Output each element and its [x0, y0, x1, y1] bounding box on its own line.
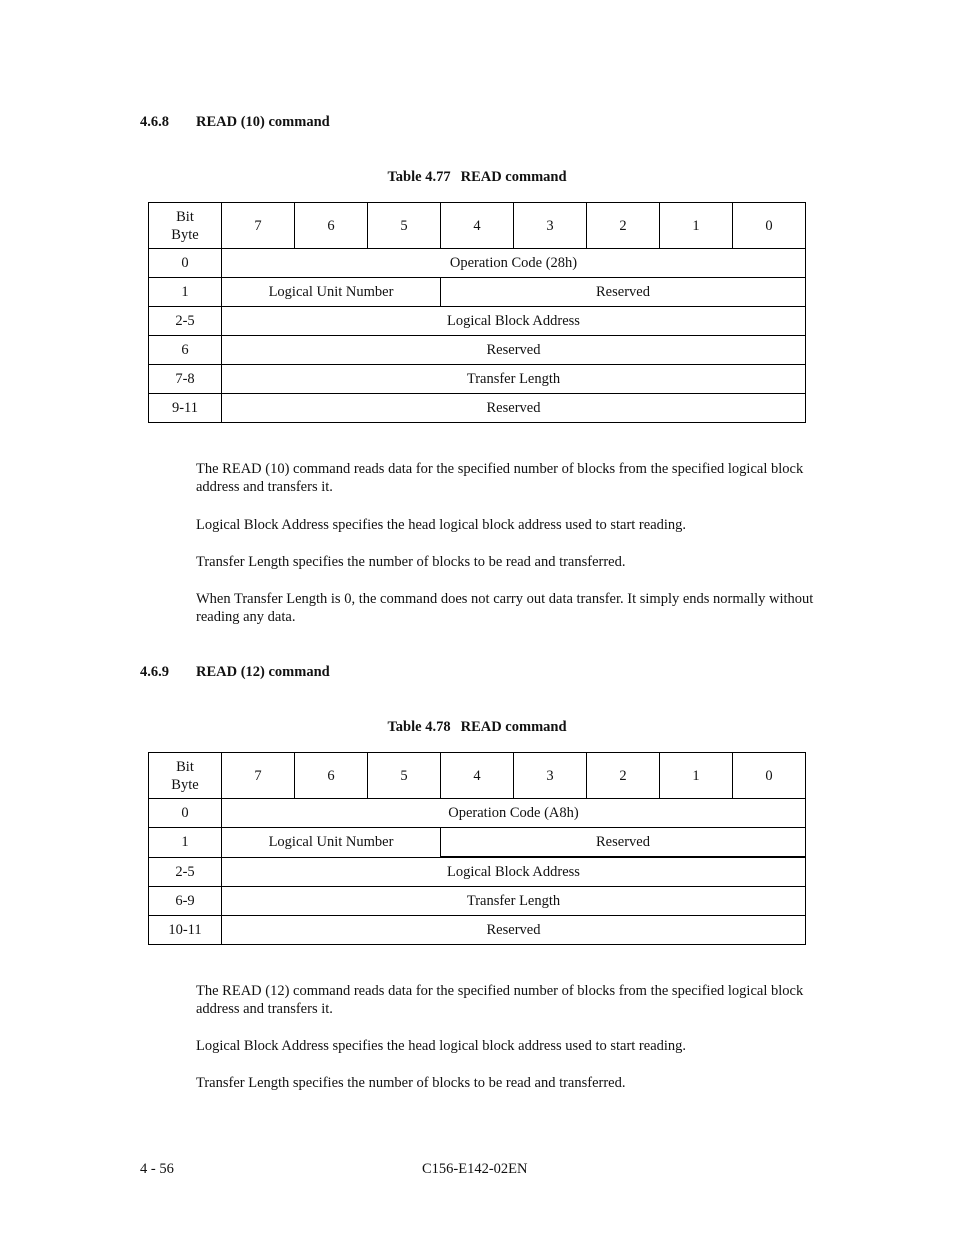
table-caption-number: Table 4.78	[387, 719, 451, 735]
table-caption	[0, 169, 954, 186]
section-number: 4.6.8	[140, 114, 169, 130]
byte-cell: 7-8	[149, 365, 222, 394]
section-heading	[140, 664, 330, 681]
byte-cell: 0	[149, 799, 222, 828]
section-number: 4.6.9	[140, 664, 169, 680]
field-cell: Reserved	[222, 916, 806, 945]
field-cell: Operation Code (28h)	[222, 249, 806, 278]
bit-byte-corner	[149, 753, 222, 799]
bit-column-header: 0	[733, 203, 806, 249]
section-title: READ (12) command	[196, 664, 330, 680]
section-title: READ (10) command	[196, 114, 330, 130]
table-row	[149, 278, 806, 307]
command-table	[148, 752, 806, 945]
field-cell: Logical Unit Number	[222, 828, 441, 858]
byte-cell: 1	[149, 278, 222, 307]
field-cell: Reserved	[222, 336, 806, 365]
byte-cell: 10-11	[149, 916, 222, 945]
field-cell: Reserved	[441, 278, 806, 307]
bit-byte-corner	[149, 203, 222, 249]
byte-cell: 1	[149, 828, 222, 858]
table-row	[149, 828, 806, 858]
table-row	[149, 887, 806, 916]
table-caption	[0, 719, 954, 736]
bit-column-header: 3	[514, 753, 587, 799]
table-row	[149, 916, 806, 945]
byte-label: Byte	[171, 226, 199, 243]
body-paragraph: The READ (12) command reads data for the specified number of blocks from the specified logical block address and transfers it.	[196, 983, 804, 1017]
field-cell: Transfer Length	[222, 365, 806, 394]
body-paragraph: Logical Block Address specifies the head logical block address used to start reading.	[196, 517, 687, 533]
table-row	[149, 799, 806, 828]
byte-label: Byte	[171, 776, 199, 793]
table-header-row	[149, 753, 806, 799]
byte-cell: 2-5	[149, 857, 222, 887]
byte-cell: 9-11	[149, 394, 222, 423]
byte-cell: 0	[149, 249, 222, 278]
bit-column-header: 6	[295, 203, 368, 249]
body-paragraph: When Transfer Length is 0, the command does not carry out data transfer. It simply ends normally without reading any data.	[196, 591, 814, 625]
table-row	[149, 336, 806, 365]
table-caption-number: Table 4.77	[387, 169, 451, 185]
field-cell: Reserved	[222, 394, 806, 423]
bit-label: Bit	[176, 758, 194, 775]
body-paragraph: Transfer Length specifies the number of blocks to be read and transferred.	[196, 554, 626, 570]
bit-column-header: 4	[441, 203, 514, 249]
field-cell: Logical Unit Number	[222, 278, 441, 307]
table-caption-title: READ command	[460, 169, 567, 185]
section-heading	[140, 114, 330, 131]
bit-column-header: 7	[222, 203, 295, 249]
field-cell: Operation Code (A8h)	[222, 799, 806, 828]
table-header-row	[149, 203, 806, 249]
field-cell: Logical Block Address	[222, 857, 806, 887]
bit-column-header: 2	[587, 753, 660, 799]
bit-column-header: 0	[733, 753, 806, 799]
table-row	[149, 249, 806, 278]
bit-column-header: 5	[368, 753, 441, 799]
command-table	[148, 202, 806, 423]
field-cell: Logical Block Address	[222, 307, 806, 336]
table-caption-title: READ command	[460, 719, 567, 735]
table-row	[149, 857, 806, 887]
byte-cell: 6-9	[149, 887, 222, 916]
body-paragraph: The READ (10) command reads data for the specified number of blocks from the specified logical block address and transfers it.	[196, 461, 804, 495]
page-number: 4 - 56	[140, 1161, 174, 1177]
bit-column-header: 4	[441, 753, 514, 799]
bit-column-header: 5	[368, 203, 441, 249]
body-paragraph: Transfer Length specifies the number of blocks to be read and transferred.	[196, 1075, 626, 1091]
table-row	[149, 394, 806, 423]
bit-column-header: 3	[514, 203, 587, 249]
document-code: C156-E142-02EN	[422, 1161, 528, 1177]
bit-column-header: 1	[660, 203, 733, 249]
bit-column-header: 6	[295, 753, 368, 799]
bit-column-header: 1	[660, 753, 733, 799]
byte-cell: 6	[149, 336, 222, 365]
byte-cell: 2-5	[149, 307, 222, 336]
field-cell: Reserved	[441, 828, 806, 858]
table-row	[149, 365, 806, 394]
bit-column-header: 7	[222, 753, 295, 799]
body-paragraph: Logical Block Address specifies the head logical block address used to start reading.	[196, 1038, 687, 1054]
bit-column-header: 2	[587, 203, 660, 249]
table-row	[149, 307, 806, 336]
bit-label: Bit	[176, 208, 194, 225]
field-cell: Transfer Length	[222, 887, 806, 916]
